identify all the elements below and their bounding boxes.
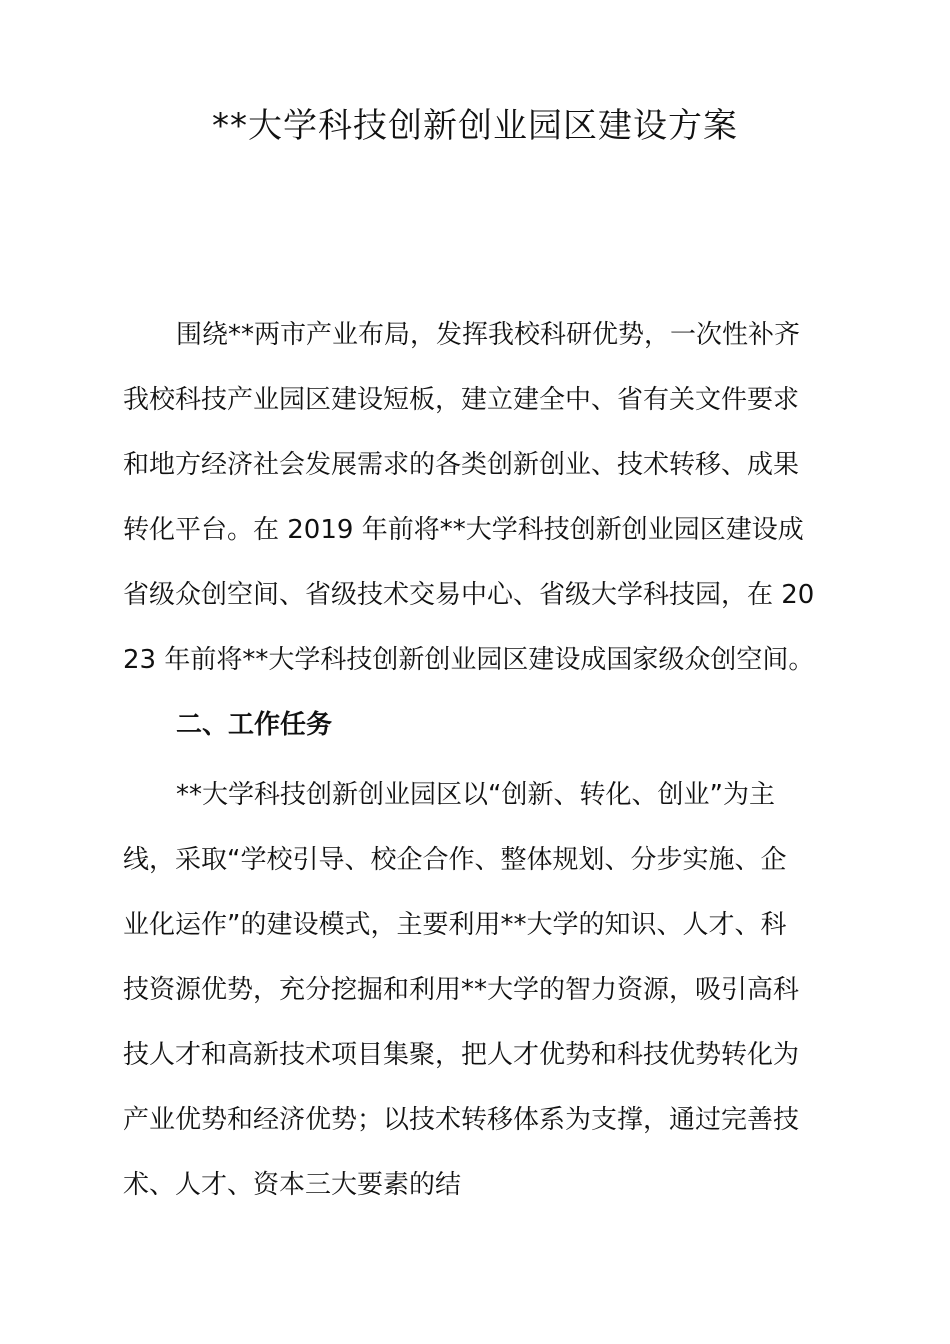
paragraph-2-line: 技人才和高新技术项目集聚，把人才优势和科技优势转化为 — [123, 1040, 800, 1070]
paragraph-2-line: 业化运作”的建设模式，主要利用**大学的知识、人才、科 — [123, 910, 787, 940]
paragraph-1-line: 我校科技产业园区建设短板，建立建全中、省有关文件要求 — [123, 385, 800, 415]
section-heading: 二、工作任务 — [176, 710, 333, 740]
paragraph-2-line: 产业优势和经济优势；以技术转移体系为支撑，通过完善技 — [123, 1105, 800, 1135]
paragraph-1-line: 和地方经济社会发展需求的各类创新创业、技术转移、成果 — [123, 450, 800, 480]
paragraph-1-line: 围绕**两市产业布局，发挥我校科研优势，一次性补齐 — [176, 320, 801, 350]
paragraph-1-line: 23 年前将**大学科技创新创业园区建设成国家级众创空间。 — [123, 645, 815, 675]
paragraph-2-line: 术、人才、资本三大要素的结 — [123, 1170, 462, 1200]
document-title: **大学科技创新创业园区建设方案 — [212, 106, 738, 146]
paragraph-2-line: 技资源优势，充分挖掘和利用**大学的智力资源，吸引高科 — [123, 975, 800, 1005]
paragraph-1-line: 转化平台。在 2019 年前将**大学科技创新创业园区建设成 — [123, 515, 804, 545]
paragraph-2-line: **大学科技创新创业园区以“创新、转化、创业”为主 — [176, 780, 775, 810]
paragraph-1-line: 省级众创空间、省级技术交易中心、省级大学科技园，在 20 — [123, 580, 815, 610]
paragraph-2-line: 线，采取“学校引导、校企合作、整体规划、分步实施、企 — [123, 845, 787, 875]
